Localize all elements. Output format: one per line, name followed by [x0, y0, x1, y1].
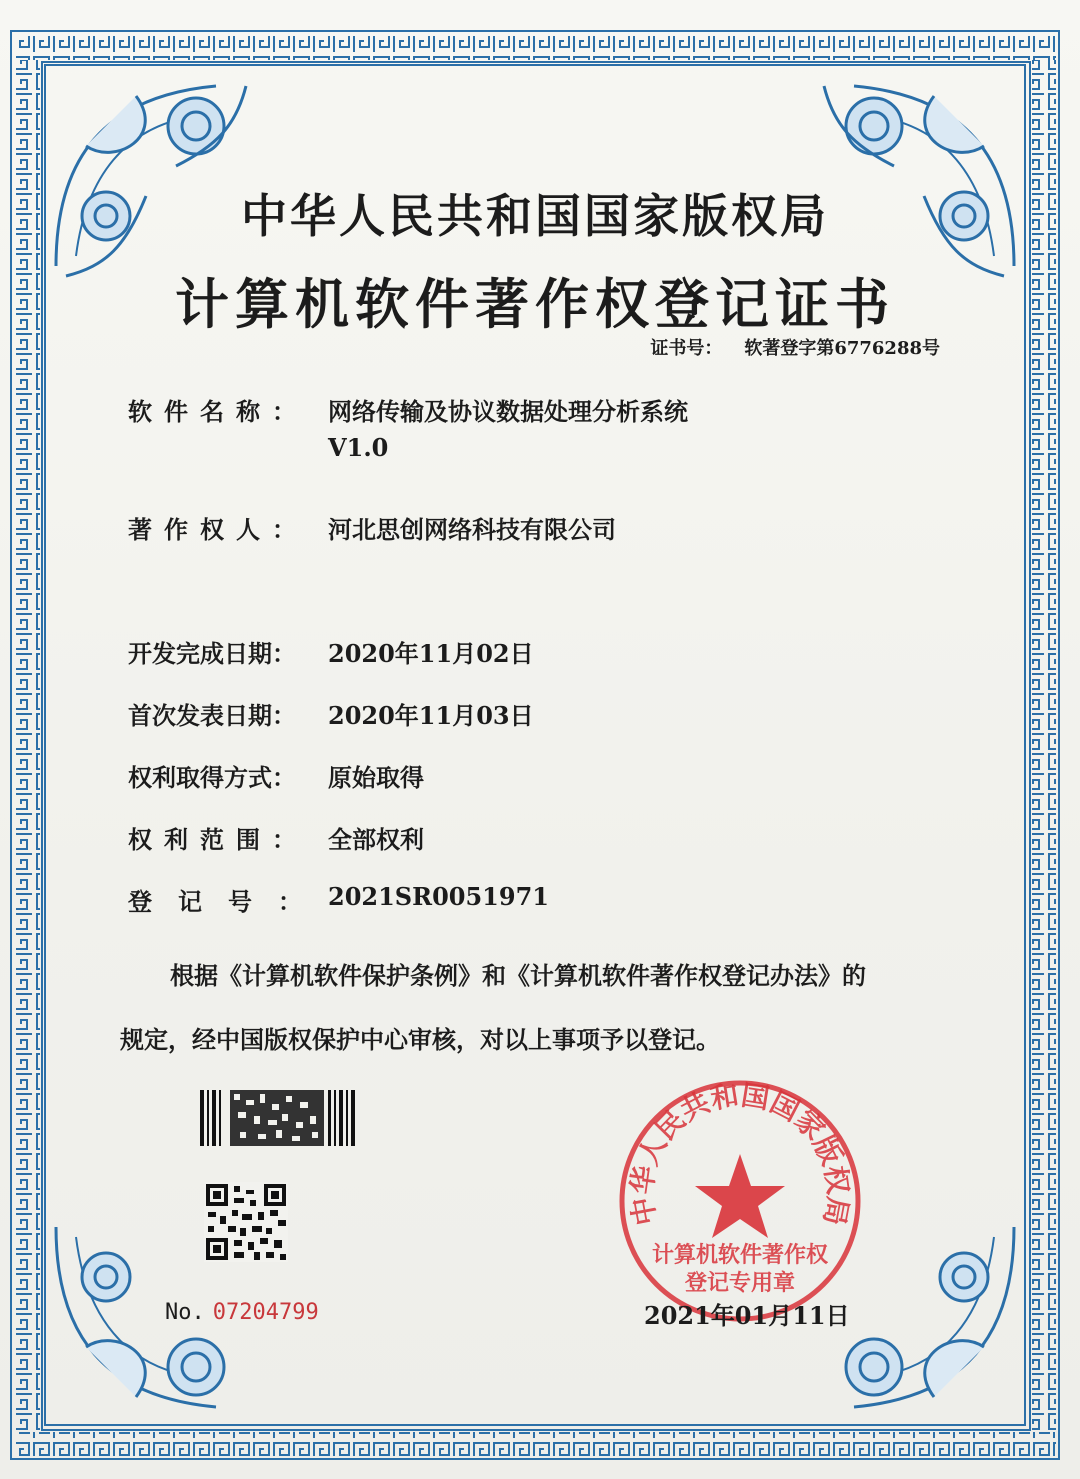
field-scope — [128, 820, 424, 855]
field-value: 河北思创网络科技有限公司 — [328, 515, 616, 544]
certificate-number — [650, 334, 940, 360]
official-seal-icon — [615, 1076, 865, 1326]
issuing-authority: 中华人民共和国国家版权局 — [241, 189, 829, 243]
serial-number — [165, 1300, 319, 1325]
field-owner — [128, 510, 616, 545]
document-title: 计算机软件著作权登记证书 — [175, 272, 895, 336]
field-value: 2020年11月03日 — [328, 701, 534, 730]
field-label: 权利取得方式： — [128, 763, 296, 792]
field-label: 著作权人： — [128, 515, 308, 544]
svg-text:登记专用章: 登记专用章 — [684, 1270, 796, 1296]
field-label: 登记号： — [128, 887, 328, 916]
svg-text:计算机软件著作权: 计算机软件著作权 — [651, 1242, 829, 1268]
field-value: 原始取得 — [328, 763, 424, 792]
field-software-name — [128, 392, 688, 462]
barcode-icon — [200, 1090, 356, 1146]
field-publish-date — [128, 696, 534, 731]
serial-label: No. — [165, 1300, 205, 1325]
svg-text:中华人民共和国国家版权局: 中华人民共和国国家版权局 — [625, 1078, 855, 1228]
field-acquisition — [128, 758, 424, 793]
certificate-number-value: 软著登字第6776288号 — [744, 338, 940, 359]
field-value: 2020年11月02日 — [328, 639, 534, 668]
software-version: V1.0 — [328, 433, 389, 462]
field-dev-date — [128, 634, 534, 669]
statement-line-1: 根据《计算机软件保护条例》和《计算机软件著作权登记办法》的 — [170, 961, 866, 990]
field-reg-number — [128, 882, 549, 917]
serial-value: 07204799 — [212, 1300, 319, 1325]
certificate-number-label: 证书号： — [650, 338, 723, 359]
field-label: 权利范围： — [128, 825, 308, 854]
field-value: 2021SR0051971 — [328, 882, 549, 911]
qr-code-icon — [204, 1182, 288, 1262]
field-value: 网络传输及协议数据处理分析系统 — [328, 397, 688, 426]
field-label: 软件名称： — [128, 397, 308, 426]
field-label: 首次发表日期： — [128, 701, 296, 730]
statement-line-2: 规定，经中国版权保护中心审核，对以上事项予以登记。 — [120, 1025, 720, 1054]
field-label: 开发完成日期： — [128, 639, 296, 668]
issue-date: 2021年01月11日 — [644, 1301, 850, 1330]
field-value: 全部权利 — [328, 825, 424, 854]
